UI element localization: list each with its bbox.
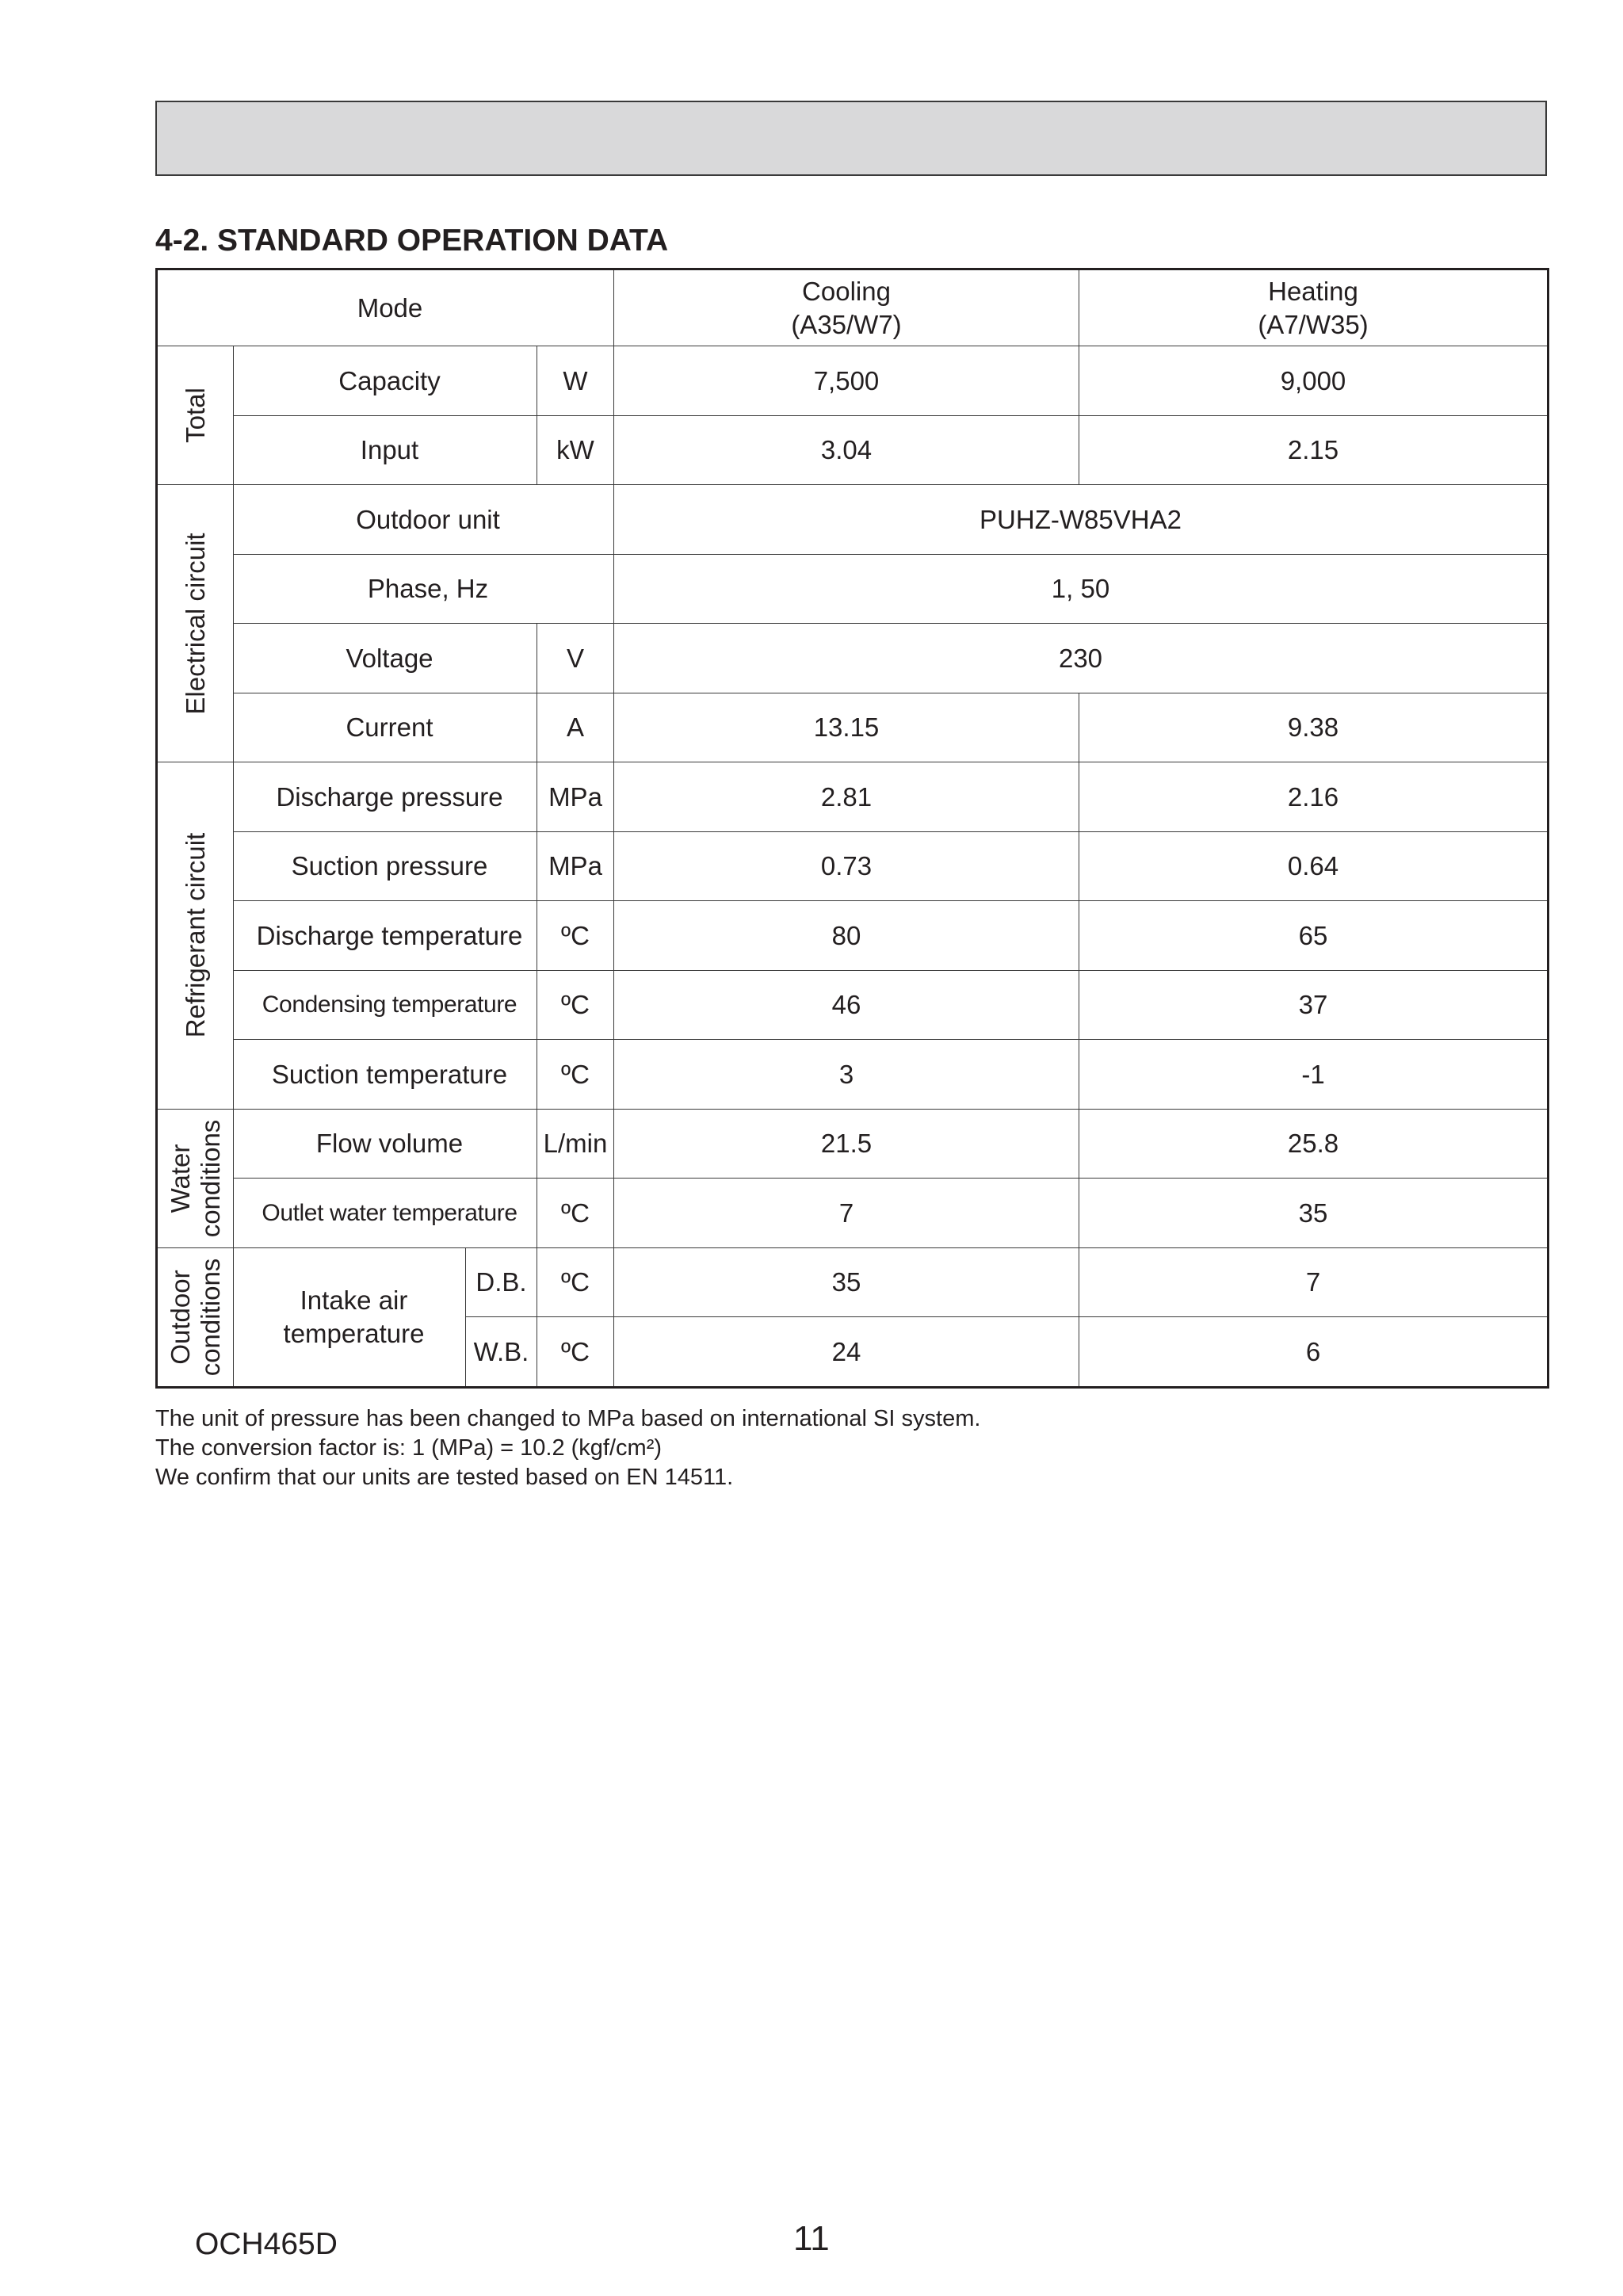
cooling-header <box>614 269 1079 346</box>
voltage-unit: V <box>537 624 614 693</box>
suction-pressure-heating: 0.64 <box>1079 831 1549 901</box>
capacity-heating: 9,000 <box>1079 346 1549 416</box>
group-refrigerant <box>157 762 234 1110</box>
outdoor-unit-label: Outdoor unit <box>234 485 614 555</box>
discharge-temperature-label: Discharge temperature <box>234 901 537 971</box>
suction-temperature-heating: -1 <box>1079 1040 1549 1110</box>
table-row <box>157 485 1549 555</box>
discharge-temperature-heating: 65 <box>1079 901 1549 971</box>
group-outdoor-line2: conditions <box>195 1258 225 1376</box>
discharge-temperature-unit: ºC <box>537 901 614 971</box>
capacity-cooling: 7,500 <box>614 346 1079 416</box>
discharge-pressure-cooling: 2.81 <box>614 762 1079 832</box>
heating-condition: (A7/W35) <box>1258 309 1369 339</box>
table-row <box>157 1109 1549 1179</box>
section-title: 4-2. STANDARD OPERATION DATA <box>155 223 669 258</box>
outlet-water-temperature-label: Outlet water temperature <box>234 1179 537 1248</box>
input-label: Input <box>234 415 537 485</box>
outdoor-unit-value: PUHZ-W85VHA2 <box>614 485 1549 555</box>
outlet-water-temperature-cooling: 7 <box>614 1179 1079 1248</box>
voltage-value: 230 <box>614 624 1549 693</box>
input-heating: 2.15 <box>1079 415 1549 485</box>
group-water-line2: conditions <box>195 1119 225 1237</box>
table-row <box>157 762 1549 832</box>
intake-db-unit: ºC <box>537 1247 614 1317</box>
table-row <box>157 1247 1549 1317</box>
suction-temperature-cooling: 3 <box>614 1040 1079 1110</box>
intake-wb-sub: W.B. <box>466 1317 537 1388</box>
intake-db-cooling: 35 <box>614 1247 1079 1317</box>
cooling-condition: (A35/W7) <box>791 309 902 339</box>
table-row <box>157 970 1549 1040</box>
discharge-pressure-heating: 2.16 <box>1079 762 1549 832</box>
group-electrical-label: Electrical circuit <box>180 532 210 715</box>
table-row <box>157 1040 1549 1110</box>
intake-wb-cooling: 24 <box>614 1317 1079 1388</box>
group-total <box>157 346 234 485</box>
group-water-label <box>166 1119 226 1237</box>
flow-volume-heating: 25.8 <box>1079 1109 1549 1179</box>
table-row <box>157 1179 1549 1248</box>
condensing-temperature-cooling: 46 <box>614 970 1079 1040</box>
document-code: OCH465D <box>195 2227 338 2261</box>
group-water <box>157 1109 234 1247</box>
phase-hz-value: 1, 50 <box>614 554 1549 624</box>
table-row <box>157 415 1549 485</box>
capacity-label: Capacity <box>234 346 537 416</box>
group-outdoor-label <box>166 1258 226 1376</box>
group-refrigerant-label: Refrigerant circuit <box>180 832 210 1038</box>
outlet-water-temperature-unit: ºC <box>537 1179 614 1248</box>
intake-db-heating: 7 <box>1079 1247 1549 1317</box>
operation-data-table <box>155 268 1549 1389</box>
intake-air-line1: Intake air <box>300 1286 408 1316</box>
table-row <box>157 901 1549 971</box>
mode-row <box>157 269 1549 346</box>
note-pressure-unit: The unit of pressure has been changed to MPa based on international SI system. <box>155 1406 981 1431</box>
group-water-line1: Water <box>165 1144 195 1213</box>
heating-name: Heating <box>1268 277 1358 307</box>
note-en14511: We confirm that our units are tested based on EN 14511. <box>155 1465 734 1490</box>
table-row <box>157 554 1549 624</box>
flow-volume-cooling: 21.5 <box>614 1109 1079 1179</box>
flow-volume-label: Flow volume <box>234 1109 537 1179</box>
current-cooling: 13.15 <box>614 693 1079 762</box>
discharge-pressure-label: Discharge pressure <box>234 762 537 832</box>
condensing-temperature-label: Condensing temperature <box>234 970 537 1040</box>
table-row <box>157 624 1549 693</box>
voltage-label: Voltage <box>234 624 537 693</box>
phase-hz-label: Phase, Hz <box>234 554 614 624</box>
table-row <box>157 693 1549 762</box>
group-outdoor-line1: Outdoor <box>165 1269 195 1365</box>
input-cooling: 3.04 <box>614 415 1079 485</box>
mode-label: Mode <box>157 269 614 346</box>
condensing-temperature-unit: ºC <box>537 970 614 1040</box>
suction-pressure-unit: MPa <box>537 831 614 901</box>
header-bar <box>155 101 1547 176</box>
group-total-label: Total <box>180 388 210 443</box>
intake-air-line2: temperature <box>283 1318 425 1348</box>
group-outdoor <box>157 1247 234 1387</box>
intake-wb-heating: 6 <box>1079 1317 1549 1388</box>
heating-header <box>1079 269 1549 346</box>
suction-temperature-label: Suction temperature <box>234 1040 537 1110</box>
condensing-temperature-heating: 37 <box>1079 970 1549 1040</box>
table-row <box>157 346 1549 416</box>
discharge-pressure-unit: MPa <box>537 762 614 832</box>
intake-db-sub: D.B. <box>466 1247 537 1317</box>
capacity-unit: W <box>537 346 614 416</box>
outlet-water-temperature-heating: 35 <box>1079 1179 1549 1248</box>
current-unit: A <box>537 693 614 762</box>
discharge-temperature-cooling: 80 <box>614 901 1079 971</box>
suction-pressure-cooling: 0.73 <box>614 831 1079 901</box>
group-electrical <box>157 485 234 762</box>
intake-air-label <box>234 1247 466 1387</box>
cooling-name: Cooling <box>802 277 891 307</box>
current-label: Current <box>234 693 537 762</box>
current-heating: 9.38 <box>1079 693 1549 762</box>
input-unit: kW <box>537 415 614 485</box>
note-conversion-factor: The conversion factor is: 1 (MPa) = 10.2 (kgf/cm²) <box>155 1435 663 1461</box>
table-notes <box>155 1404 980 1492</box>
intake-wb-unit: ºC <box>537 1317 614 1388</box>
table-row <box>157 831 1549 901</box>
suction-pressure-label: Suction pressure <box>234 831 537 901</box>
suction-temperature-unit: ºC <box>537 1040 614 1110</box>
page-number: 11 <box>793 2219 830 2258</box>
flow-volume-unit: L/min <box>537 1109 614 1179</box>
